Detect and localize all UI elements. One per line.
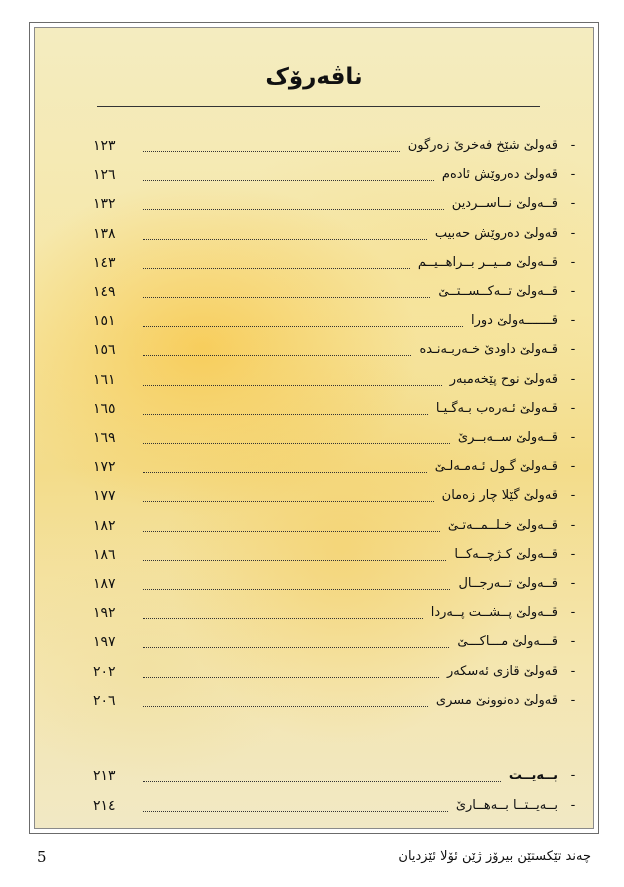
entry-page-number: ١٢٣ (93, 138, 116, 154)
entry-page-number: ١٢٦ (93, 167, 116, 184)
dot-leader (143, 560, 446, 561)
entry-page-number: ٢١٤ (93, 798, 116, 814)
entry-title: قــەولێ نــاســردین (451, 196, 558, 212)
dot-leader (143, 677, 439, 678)
entry-title: قــەولێ پــشــت پــەردا (430, 605, 558, 621)
dot-leader (143, 209, 444, 210)
entry-page-number: ١٩٧ (93, 634, 116, 651)
toc-entry[interactable] (35, 632, 593, 654)
entry-bullet: - (570, 167, 576, 183)
entry-bullet: - (570, 692, 576, 708)
entry-page-number: ١٩٢ (93, 605, 116, 622)
entry-title: بــەیــت (508, 768, 558, 783)
footer-book-title: چەند تێکستێن بیرۆز ژێن ئۆلا ئێزدیان (398, 849, 591, 864)
entry-page-number: ١٣٢ (93, 196, 116, 213)
entry-title: قەولێ نوح پێخەمبەر (449, 371, 558, 387)
dot-leader (143, 706, 428, 707)
entry-page-number: ١٥٦ (93, 342, 116, 359)
toc-entry[interactable] (35, 399, 593, 421)
dot-leader (143, 647, 449, 648)
dot-leader (143, 811, 448, 812)
dot-leader (143, 239, 427, 240)
entry-bullet: - (570, 400, 576, 416)
toc-entry[interactable] (35, 662, 593, 684)
dot-leader (143, 618, 423, 619)
entry-bullet: - (570, 196, 576, 212)
entry-page-number: ١٤٩ (93, 284, 116, 300)
entry-bullet: - (570, 225, 576, 241)
entry-title: قــەولێ تــەكــســتــێ (438, 284, 558, 299)
toc-entry[interactable] (35, 136, 593, 158)
dot-leader (143, 180, 434, 181)
entry-bullet: - (570, 546, 576, 562)
toc-entry[interactable] (35, 574, 593, 596)
entry-page-number: ١٨٢ (93, 517, 116, 534)
entry-title: قـــــــەولێ دورا (470, 313, 558, 329)
entry-bullet: - (570, 605, 576, 621)
entry-bullet: - (570, 459, 576, 475)
table-of-contents (35, 28, 593, 828)
dot-leader (143, 414, 428, 415)
page-title: ناڤەرۆک (265, 64, 363, 90)
entry-bullet: - (570, 798, 576, 813)
entry-bullet: - (570, 284, 576, 299)
toc-entry[interactable] (35, 311, 593, 333)
entry-page-number: ١٦٩ (93, 430, 116, 446)
dot-leader (143, 472, 427, 473)
entry-title: قــەولێ كـژچــەكــا (454, 546, 558, 562)
entry-title: قـەولێ گـول ئـەمـەلـێ (434, 459, 558, 475)
entry-page-number: ١٦٥ (93, 400, 116, 417)
dot-leader (143, 268, 410, 269)
toc-entry[interactable] (35, 603, 593, 625)
entry-title: قـەولێ داودێ خـەربـەنـدە (419, 342, 558, 358)
entry-bullet: - (570, 430, 576, 445)
entry-title: قەولێ قازی ئەسكەر (446, 663, 558, 679)
toc-entry[interactable] (35, 340, 593, 362)
entry-bullet: - (570, 313, 576, 329)
toc-entry[interactable] (35, 370, 593, 392)
toc-entry[interactable] (35, 766, 593, 788)
toc-entry[interactable] (35, 691, 593, 713)
toc-entry[interactable] (35, 545, 593, 567)
entry-page-number: ٢٠٢ (93, 663, 116, 680)
page-frame (34, 27, 594, 829)
toc-entry[interactable] (35, 457, 593, 479)
dot-leader (143, 355, 411, 356)
entry-title: قەولێ دەنوونێ مسری (435, 692, 558, 708)
dot-leader (143, 781, 501, 782)
entry-title: بــەیــتــا بــەهــارێ (455, 798, 558, 813)
entry-page-number: ١٦١ (93, 371, 116, 388)
toc-entry[interactable] (35, 428, 593, 450)
toc-entry[interactable] (35, 194, 593, 216)
entry-bullet: - (570, 254, 576, 270)
dot-leader (143, 297, 430, 298)
entry-page-number: ١٣٨ (93, 225, 116, 242)
entry-bullet: - (570, 768, 576, 783)
entry-title: قەولێ دەروێش ئادەم (441, 167, 558, 183)
toc-entry[interactable] (35, 282, 593, 304)
entry-bullet: - (570, 576, 576, 591)
entry-bullet: - (570, 488, 576, 504)
entry-bullet: - (570, 663, 576, 679)
toc-entry[interactable] (35, 224, 593, 246)
entry-page-number: ١٥١ (93, 313, 116, 330)
entry-page-number: ١٤٣ (93, 254, 116, 271)
entry-bullet: - (570, 371, 576, 387)
entry-page-number: ١٧٧ (93, 488, 116, 505)
entry-title: قەولێ گێلا چار زەمان (441, 488, 558, 504)
entry-page-number: ١٧٢ (93, 459, 116, 476)
dot-leader (143, 443, 450, 444)
toc-entry[interactable] (35, 796, 593, 818)
entry-bullet: - (570, 138, 576, 153)
toc-entry[interactable] (35, 253, 593, 275)
page-number: 5 (37, 848, 47, 866)
entry-bullet: - (570, 634, 576, 650)
dot-leader (143, 589, 450, 590)
entry-title: قـــەولێ مـــاكـــێ (457, 634, 558, 650)
dot-leader (143, 151, 400, 152)
dot-leader (143, 385, 442, 386)
entry-page-number: ١٨٧ (93, 576, 116, 592)
toc-entry[interactable] (35, 165, 593, 187)
dot-leader (143, 326, 463, 327)
entry-title: قەولێ دەروێش حەبیب (434, 225, 558, 241)
dot-leader (143, 531, 440, 532)
entry-title: قەولێ شێخ فەخرێ زەرگون (407, 138, 558, 153)
entry-page-number: ٢٠٦ (93, 692, 116, 709)
entry-page-number: ٢١٣ (93, 768, 116, 784)
entry-bullet: - (570, 517, 576, 533)
entry-title: قــەولێ تــەرجــال (458, 576, 558, 591)
entry-title: قــەولێ مــیــر بــراهــیــم (417, 254, 558, 270)
entry-title: قــەولێ خـلــمــەتـێ (447, 517, 558, 533)
toc-entry[interactable] (35, 516, 593, 538)
dot-leader (143, 501, 434, 502)
toc-entry[interactable] (35, 486, 593, 508)
entry-page-number: ١٨٦ (93, 546, 116, 563)
entry-title: قـەولێ ئـەرەب بـەگـیـا (435, 400, 558, 416)
entry-bullet: - (570, 342, 576, 358)
entry-title: قــەولێ ســەبــرێ (457, 430, 558, 445)
